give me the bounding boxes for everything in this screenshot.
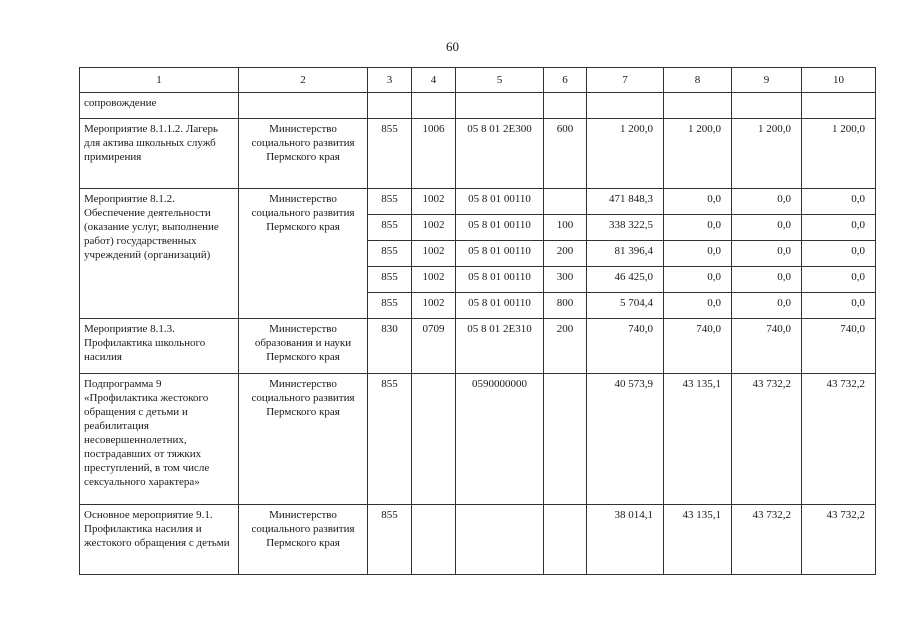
subprogram-name: Подпрограмма 9 «Профилактика жестокого обращения с детьми и реабилитация несовершеннолетних, пострадавших от тяжких преступлений, в том числе сексуального характера» [80, 374, 239, 505]
rzpr-code: 1002 [412, 267, 456, 293]
event-name: Мероприятие 8.1.3. Профилактика школьного насилия [80, 319, 239, 374]
value-col10: 43 732,2 [802, 505, 876, 575]
header-cell: 6 [544, 68, 587, 93]
value-col8: 0,0 [664, 293, 732, 319]
table-row-subprogram-9 [80, 374, 876, 505]
grbs-code: 855 [368, 374, 412, 505]
header-cell: 2 [239, 68, 368, 93]
csr-code: 05 8 01 00110 [456, 293, 544, 319]
table-row-8112 [80, 119, 876, 189]
value-col8: 43 135,1 [664, 374, 732, 505]
table-row-812-line [80, 189, 876, 215]
value-col10: 0,0 [802, 241, 876, 267]
grbs-code: 855 [368, 241, 412, 267]
value-col7: 46 425,0 [587, 267, 664, 293]
grbs-code: 855 [368, 189, 412, 215]
vr-code [544, 505, 587, 575]
value-col9: 0,0 [732, 293, 802, 319]
value-col10: 740,0 [802, 319, 876, 374]
page-number: 60 [446, 39, 459, 54]
value-col8: 43 135,1 [664, 505, 732, 575]
value-col7: 38 014,1 [587, 505, 664, 575]
value-col9: 43 732,2 [732, 505, 802, 575]
rzpr-code: 1002 [412, 241, 456, 267]
value-col8: 0,0 [664, 189, 732, 215]
continued-text: сопровождение [80, 93, 239, 119]
csr-code: 05 8 01 2Е300 [456, 119, 544, 189]
rzpr-code: 0709 [412, 319, 456, 374]
header-cell: 1 [80, 68, 239, 93]
executor-org: Министерство социального развития Пермского края [239, 119, 368, 189]
value-col10: 1 200,0 [802, 119, 876, 189]
executor-org: Министерство образования и науки Пермского края [239, 319, 368, 374]
grbs-code: 855 [368, 505, 412, 575]
value-col10: 0,0 [802, 215, 876, 241]
vr-code: 300 [544, 267, 587, 293]
header-cell: 5 [456, 68, 544, 93]
header-cell: 4 [412, 68, 456, 93]
table-row-continued [80, 93, 876, 119]
event-name: Основное мероприятие 9.1. Профилактика насилия и жестокого обращения с детьми [80, 505, 239, 575]
value-col7: 5 704,4 [587, 293, 664, 319]
grbs-code: 855 [368, 119, 412, 189]
table-row-813 [80, 319, 876, 374]
vr-code: 200 [544, 241, 587, 267]
rzpr-code: 1006 [412, 119, 456, 189]
value-col10: 43 732,2 [802, 374, 876, 505]
header-cell: 9 [732, 68, 802, 93]
rzpr-code: 1002 [412, 293, 456, 319]
grbs-code: 855 [368, 215, 412, 241]
executor-org: Министерство социального развития Пермского края [239, 505, 368, 575]
value-col9: 1 200,0 [732, 119, 802, 189]
header-cell: 8 [664, 68, 732, 93]
csr-code: 05 8 01 00110 [456, 215, 544, 241]
header-cell: 7 [587, 68, 664, 93]
budget-table [79, 67, 876, 575]
event-name: Мероприятие 8.1.1.2. Лагерь для актива школьных служб примирения [80, 119, 239, 189]
header-row [80, 68, 876, 93]
vr-code [544, 189, 587, 215]
vr-code: 800 [544, 293, 587, 319]
grbs-code: 855 [368, 293, 412, 319]
rzpr-code [412, 374, 456, 505]
header-cell: 10 [802, 68, 876, 93]
value-col8: 1 200,0 [664, 119, 732, 189]
header-cell: 3 [368, 68, 412, 93]
value-col9: 43 732,2 [732, 374, 802, 505]
grbs-code: 855 [368, 267, 412, 293]
csr-code: 0590000000 [456, 374, 544, 505]
csr-code: 05 8 01 00110 [456, 241, 544, 267]
value-col9: 0,0 [732, 189, 802, 215]
vr-code: 200 [544, 319, 587, 374]
value-col10: 0,0 [802, 267, 876, 293]
table-row-91 [80, 505, 876, 575]
value-col7: 40 573,9 [587, 374, 664, 505]
value-col7: 740,0 [587, 319, 664, 374]
value-col7: 1 200,0 [587, 119, 664, 189]
value-col9: 740,0 [732, 319, 802, 374]
vr-code: 600 [544, 119, 587, 189]
executor-org: Министерство социального развития Пермского края [239, 189, 368, 319]
value-col10: 0,0 [802, 293, 876, 319]
value-col8: 0,0 [664, 267, 732, 293]
csr-code [456, 505, 544, 575]
csr-code: 05 8 01 2Е310 [456, 319, 544, 374]
value-col7: 338 322,5 [587, 215, 664, 241]
executor-org: Министерство социального развития Пермского края [239, 374, 368, 505]
value-col10: 0,0 [802, 189, 876, 215]
value-col9: 0,0 [732, 241, 802, 267]
csr-code: 05 8 01 00110 [456, 267, 544, 293]
vr-code: 100 [544, 215, 587, 241]
value-col9: 0,0 [732, 267, 802, 293]
rzpr-code: 1002 [412, 189, 456, 215]
value-col8: 0,0 [664, 215, 732, 241]
grbs-code: 830 [368, 319, 412, 374]
value-col9: 0,0 [732, 215, 802, 241]
rzpr-code [412, 505, 456, 575]
vr-code [544, 374, 587, 505]
value-col7: 81 396,4 [587, 241, 664, 267]
event-name: Мероприятие 8.1.2. Обеспечение деятельности (оказание услуг, выполнение работ) государственных учреждений (организаций) [80, 189, 239, 319]
value-col7: 471 848,3 [587, 189, 664, 215]
csr-code: 05 8 01 00110 [456, 189, 544, 215]
value-col8: 0,0 [664, 241, 732, 267]
rzpr-code: 1002 [412, 215, 456, 241]
value-col8: 740,0 [664, 319, 732, 374]
